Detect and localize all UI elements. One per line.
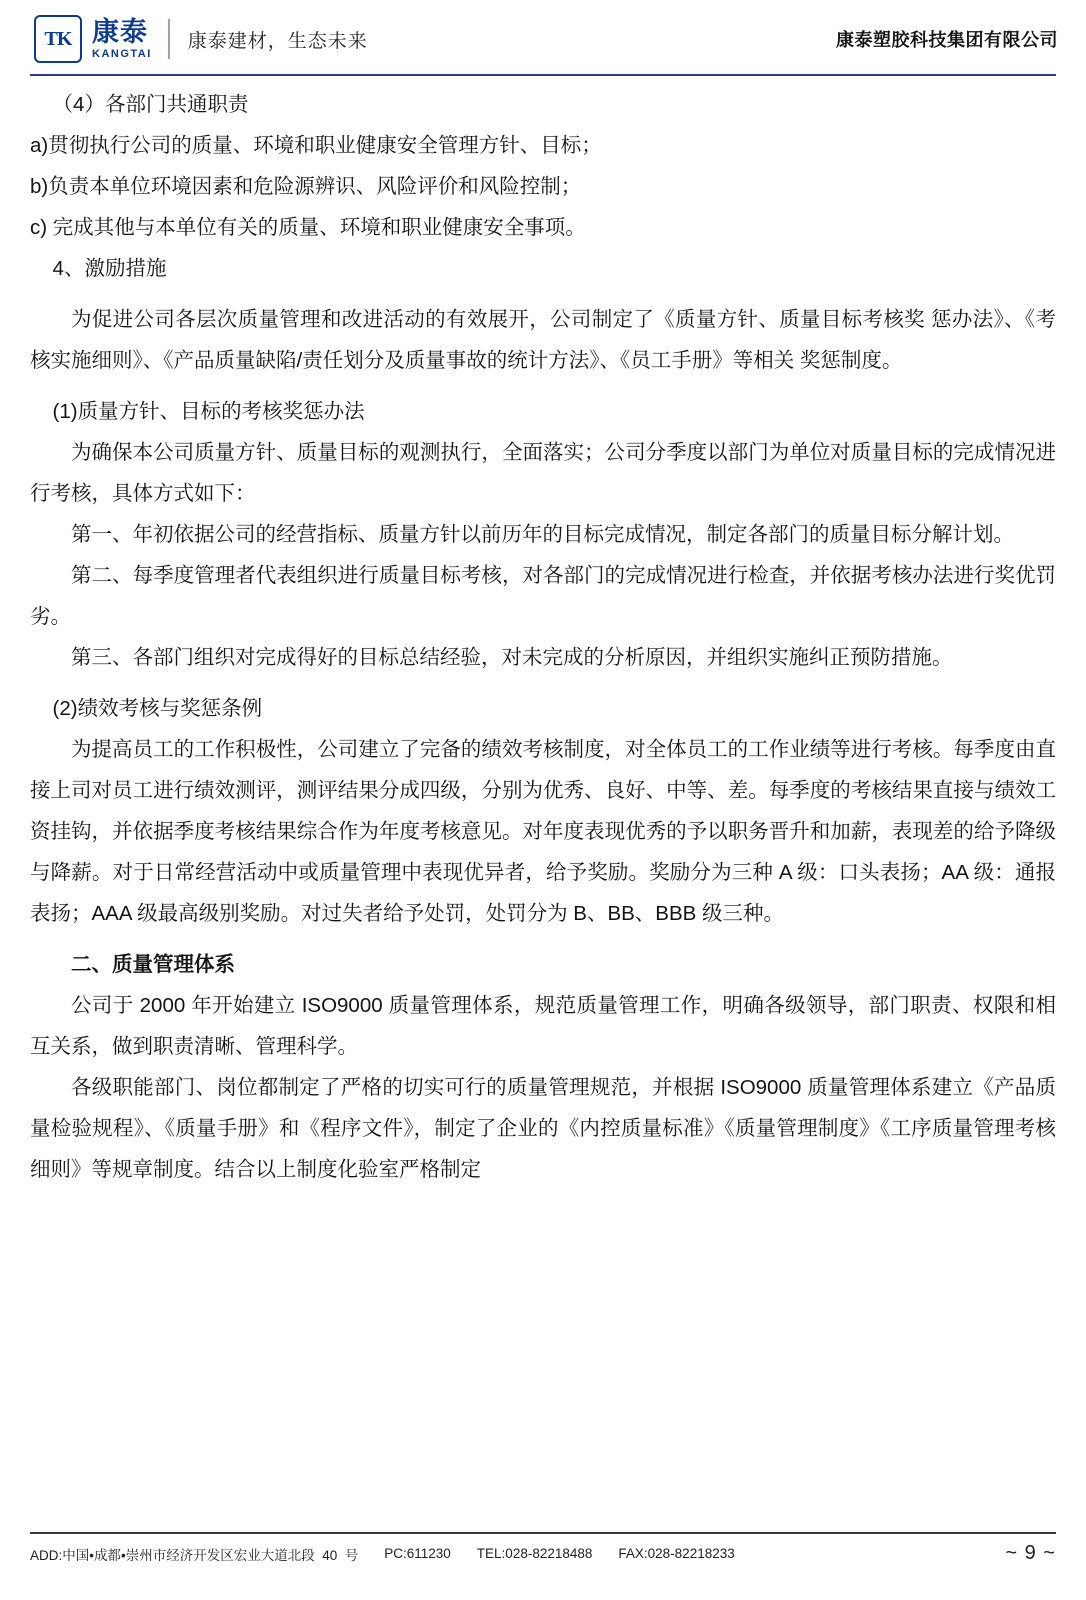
paragraph-step-three: 第三、各部门组织对完成得好的目标总结经验，对未完成的分析原因，并组织实施纠正预防措施。 [71, 646, 953, 669]
paragraph-section-1-body: 为确保本公司质量方针、质量目标的观测执行，全面落实；公司分季度以部门为单位对质量目标的完成情况进行考核，具体方式如下： [30, 441, 1056, 505]
paragraph-duty-b: b)负责本单位环境因素和危险源辨识、风险评价和风险控制； [30, 175, 582, 198]
header-slogan: 康泰建材，生态未来 [187, 30, 368, 52]
paragraph-iso-intro: 公司于 2000 年开始建立 ISO9000 质量管理体系，规范质量管理工作，明确各级领导，部门职责、权限和相互关系，做到职责清晰、管理科学。 [30, 994, 1056, 1058]
page-number: ~ 9 ~ [1005, 1542, 1056, 1564]
document-body [30, 84, 1056, 1190]
paragraph-common-duties-title: （4）各部门共通职责 [52, 93, 249, 116]
header-divider [168, 19, 170, 59]
paragraph-incentive-body: 为促进公司各层次质量管理和改进活动的有效展开，公司制定了《质量方针、质量目标考核奖 惩办法》、《考核实施细则》、《产品质量缺陷/责任划分及质量事故的统计方法》、《员工手册》等相关 奖惩制度。 [30, 308, 1056, 372]
logo-text [92, 16, 152, 60]
paragraph-incentive-title: 4、激励措施 [52, 257, 167, 280]
paragraph-duty-c: c) 完成其他与本单位有关的质量、环境和职业健康安全事项。 [30, 216, 586, 239]
paragraph-section-2-title: (2)绩效考核与奖惩条例 [52, 697, 263, 720]
logo-english-name: KANGTAI [92, 47, 152, 60]
footer-rule [30, 1532, 1056, 1534]
kangtai-logo-icon: TK [34, 15, 82, 63]
paragraph-step-one: 第一、年初依据公司的经营指标、质量方针以前历年的目标完成情况，制定各部门的质量目标分解计划。 [71, 523, 1014, 546]
footer-postcode: PC:611230 [384, 1546, 451, 1561]
paragraph-iso-standards: 各级职能部门、岗位都制定了严格的切实可行的质量管理规范，并根据 ISO9000 质量管理体系建立《产品质量检验规程》、《质量手册》和《程序文件》，制定了企业的《内控质量标准》《质量管理制度》《工序质量管理考核细则》等规章制度。结合以上制度化验室严格制定 [30, 1076, 1056, 1181]
footer-content [30, 1542, 1056, 1565]
logo-chinese-name: 康泰 [92, 16, 148, 47]
paragraph-step-two: 第二、每季度管理者代表组织进行质量目标考核，对各部门的完成情况进行检查，并依据考核办法进行奖优罚劣。 [30, 564, 1056, 628]
brand-logo [34, 15, 152, 63]
header-company-name: 康泰塑胶科技集团有限公司 [836, 30, 1058, 50]
paragraph-duty-a: a)贯彻执行公司的质量、环境和职业健康安全管理方针、目标； [30, 134, 602, 157]
footer-fax: FAX:028-82218233 [618, 1546, 735, 1561]
heading-quality-system: 二、质量管理体系 [71, 953, 235, 976]
paragraph-section-1-title: (1)质量方针、目标的考核奖惩办法 [52, 400, 365, 423]
paragraph-section-2-body: 为提高员工的工作积极性，公司建立了完备的绩效考核制度，对全体员工的工作业绩等进行考核。每季度由直接上司对员工进行绩效测评，测评结果分成四级，分别为优秀、良好、中等、差。每季度的考核结果直接与绩效工资挂钩，并依据季度考核结果综合作为年度考核意见。对年度表现优秀的予以职务晋升和加薪，表现差的给予降级与降薪。对于日常经营活动中或质量管理中表现优异者，给予奖励。奖励分为三种 A 级：口头表扬；AA 级：通报表扬；AAA 级最高级别奖励。对过失者给予处罚，处罚分为 B、BB、BBB 级三种。 [30, 738, 1056, 925]
page-footer [30, 1532, 1056, 1572]
footer-address: ADD:中国•成都•崇州市经济开发区宏业大道北段 40 号 [30, 1547, 359, 1563]
footer-telephone: TEL:028-82218488 [476, 1546, 593, 1561]
header-rule [30, 74, 1056, 76]
page-header [0, 0, 1086, 78]
